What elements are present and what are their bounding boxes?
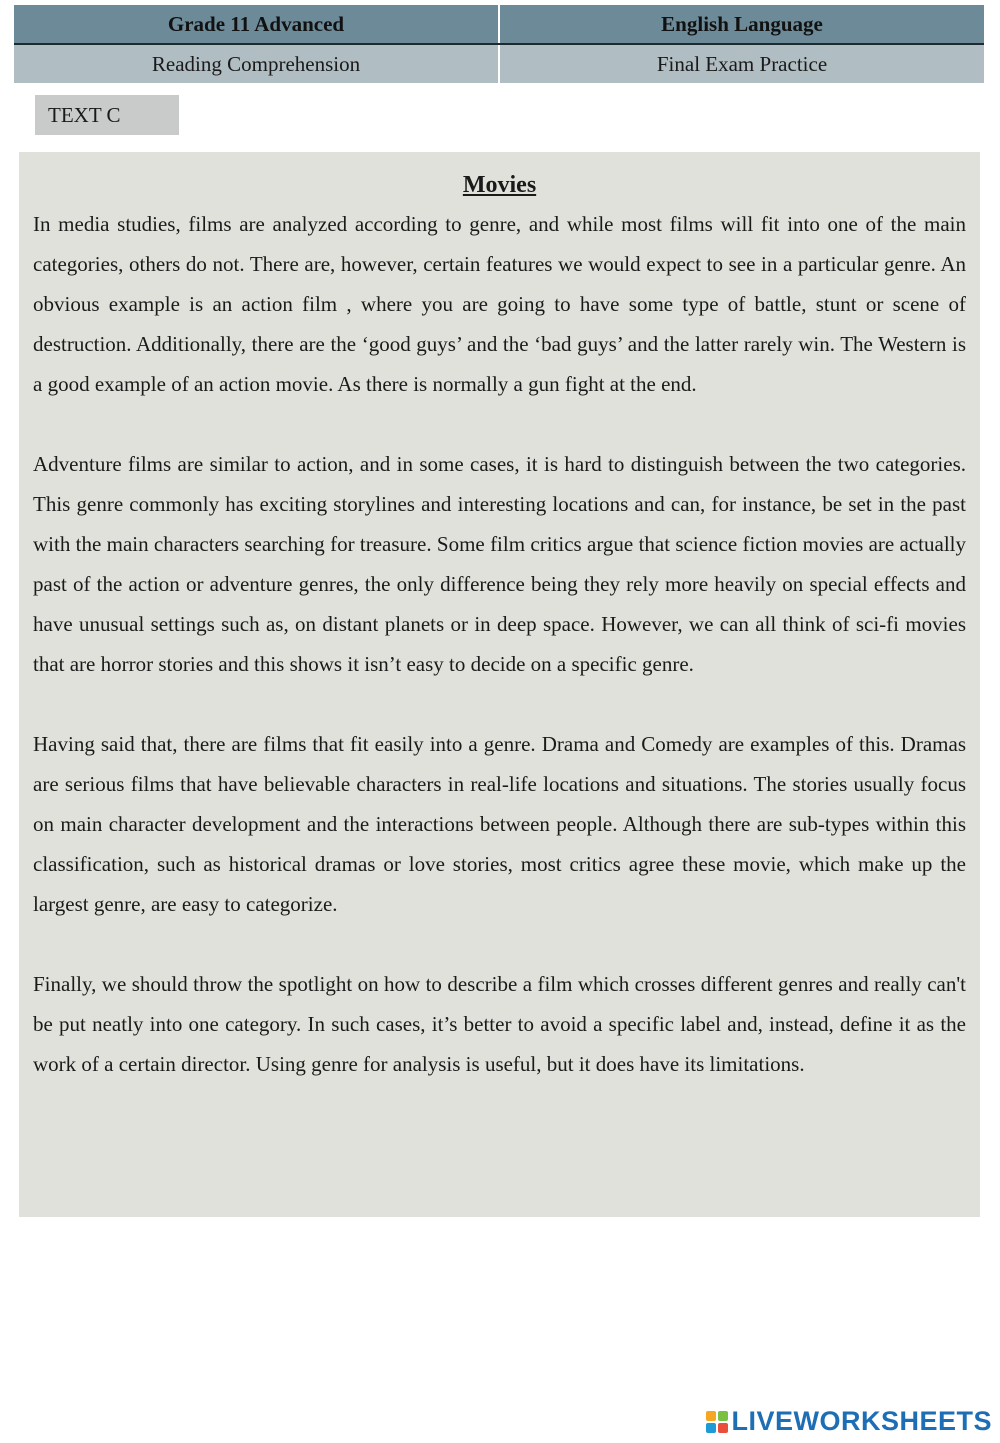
- logo-square-4: [718, 1423, 728, 1433]
- text-label: TEXT C: [35, 95, 179, 135]
- exam-cell: Final Exam Practice: [499, 44, 984, 83]
- paragraph-2: Adventure films are similar to action, and in some cases, it is hard to distinguish between the two categories. This genre commonly has exciting storylines and interesting locations and can, for instance, be set in the past with the main characters searching for treasure. Some film critics argue that science fiction movies are actually past of the action or adventure genres, the only difference being they rely more heavily on special effects and have unusual settings such as, on distant planets or in deep space. However, we can all think of sci-fi movies that are horror stories and this shows it isn’t easy to decide on a specific genre.: [33, 452, 966, 676]
- grade-cell: Grade 11 Advanced: [14, 5, 499, 44]
- header-row-top: [14, 5, 984, 44]
- logo-square-1: [706, 1411, 716, 1421]
- logo-square-2: [718, 1411, 728, 1421]
- passage-title: Movies: [462, 172, 537, 198]
- liveworksheets-brand[interactable]: [706, 1406, 992, 1437]
- header-table: [14, 5, 984, 83]
- paragraph-3: Having said that, there are films that fit easily into a genre. Drama and Comedy are examples of this. Dramas are serious films that have believable characters in real-life locations and situations. The stories usually focus on main character development and the interactions between people. Although there are sub-types within this classification, such as historical dramas or love stories, most critics agree these movie, which make up the largest genre, are easy to categorize.: [33, 732, 966, 916]
- logo-square-3: [706, 1423, 716, 1433]
- paragraph-1: In media studies, films are analyzed according to genre, and while most films will fit into one of the main categories, others do not. There are, however, certain features we would expect to see in a particular genre. An obvious example is an action film , where you are going to have some type of battle, stunt or scene of destruction. Additionally, there are the ‘good guys’ and the ‘bad guys’ and the latter rarely win. The Western is a good example of an action movie. As there is normally a gun fight at the end.: [33, 212, 966, 396]
- brand-name: LIVEWORKSHEETS: [731, 1406, 992, 1436]
- header-row-bottom: [14, 44, 984, 83]
- subject-cell: English Language: [499, 5, 984, 44]
- paragraph-4: Finally, we should throw the spotlight on how to describe a film which crosses different genres and really can't be put neatly into one category. In such cases, it’s better to avoid a specific label and, instead, define it as the work of a certain director. Using genre for analysis is useful, but it does have its limitations.: [33, 972, 966, 1076]
- liveworksheets-logo-icon: [706, 1411, 728, 1433]
- section-cell: Reading Comprehension: [14, 44, 499, 83]
- reading-passage: [19, 152, 980, 1217]
